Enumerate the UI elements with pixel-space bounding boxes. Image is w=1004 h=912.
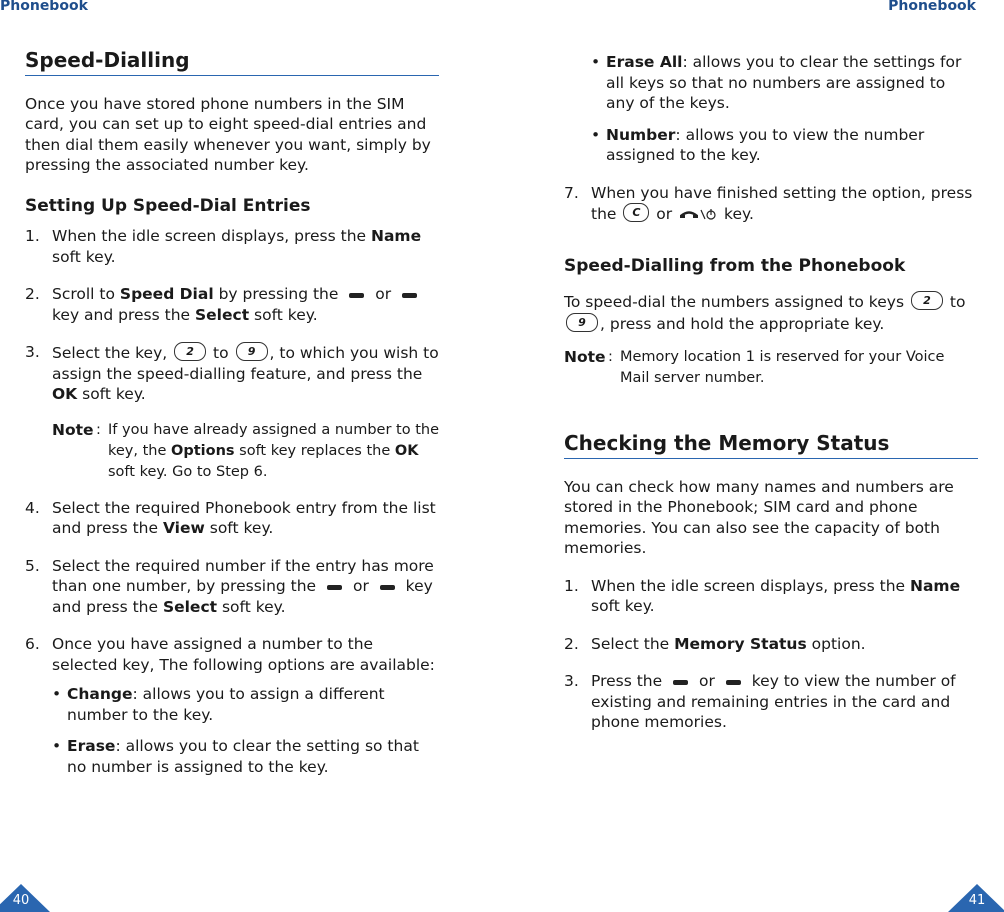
bullet-change: • Change: allows you to assign a different number to the key.: [52, 685, 385, 724]
bullet-number: • Number: allows you to view the number assigned to the key.: [591, 125, 925, 164]
intro-paragraph: Once you have stored phone numbers in the SIM card, you can set up to eight speed-dial entries and then dial them easily whenever you want, simply by pressing the associated number key.: [25, 94, 431, 174]
note-voice-mail: Note : Memory location 1 is reserved for your Voice Mail server number.: [564, 348, 945, 386]
end-power-key-icon: [677, 207, 719, 221]
step-3: 3. Select the key, 2 to 9 , to which you wish to assign the speed-dialling feature, and press the OK soft key.: [25, 343, 439, 403]
note-options: Note : If you have already assigned a number to the key, the Options soft key replaces the OK soft key. Go to Step 6.: [52, 420, 439, 480]
section-title-speed-dialling: Speed-Dialling: [25, 50, 439, 76]
key-2-icon: 2: [911, 291, 943, 310]
key-2-icon: 2: [174, 342, 206, 361]
bullet-erase: • Erase: allows you to clear the setting so that no number is assigned to the key.: [52, 737, 419, 776]
key-9-icon: 9: [236, 342, 268, 361]
memory-step-3: 3. Press the or key to view the number of existing and remaining entries in the card and phone memories.: [564, 672, 956, 731]
bullet-erase-all: • Erase All: allows you to clear the settings for all keys so that no numbers are assigned to any of the keys.: [591, 53, 962, 112]
step-2: 2. Scroll to Speed Dial by pressing the or key and press the Select soft key.: [25, 284, 439, 325]
clear-key-icon: C: [623, 203, 649, 222]
step-6: 6. Once you have assigned a number to the selected key, The following options are available:: [25, 635, 435, 674]
right-page-header: Phonebook: [888, 0, 976, 14]
subtitle-setting-up: Setting Up Speed-Dial Entries: [25, 195, 311, 216]
nav-down-key-icon: [349, 293, 364, 298]
step-1: 1. When the idle screen displays, press the Name soft key.: [25, 227, 422, 266]
nav-up-key-icon: [380, 585, 395, 590]
page-number-left: 40: [0, 884, 50, 912]
left-page-header: Phonebook: [0, 0, 88, 14]
nav-up-key-icon: [726, 680, 741, 685]
page-number-right: 41: [948, 884, 1004, 912]
nav-down-key-icon: [327, 585, 342, 590]
step-7: 7. When you have finished setting the option, press the C or key.: [564, 183, 973, 223]
subtitle-speed-dial-phonebook: Speed-Dialling from the Phonebook: [564, 255, 906, 276]
memory-step-2: 2. Select the Memory Status option.: [564, 634, 866, 653]
right-column: [564, 52, 978, 733]
section-title-memory-status: Checking the Memory Status: [564, 433, 978, 459]
left-column: [25, 50, 439, 777]
nav-up-key-icon: [402, 293, 417, 298]
memory-intro-paragraph: You can check how many names and numbers are stored in the Phonebook; SIM card and phone memories. You can also see the capacity of both memories.: [564, 477, 954, 557]
step-4: 4. Select the required Phonebook entry from the list and press the View soft key.: [25, 498, 436, 537]
memory-step-1: 1. When the idle screen displays, press the Name soft key.: [564, 576, 961, 615]
key-9-icon: 9: [566, 313, 598, 332]
step-5: 5. Select the required number if the entry has more than one number, by pressing the or key and press the Select soft key.: [25, 556, 434, 616]
nav-down-key-icon: [673, 680, 688, 685]
speed-dial-paragraph: To speed-dial the numbers assigned to keys 2 to 9 , press and hold the appropriate key.: [564, 293, 966, 333]
